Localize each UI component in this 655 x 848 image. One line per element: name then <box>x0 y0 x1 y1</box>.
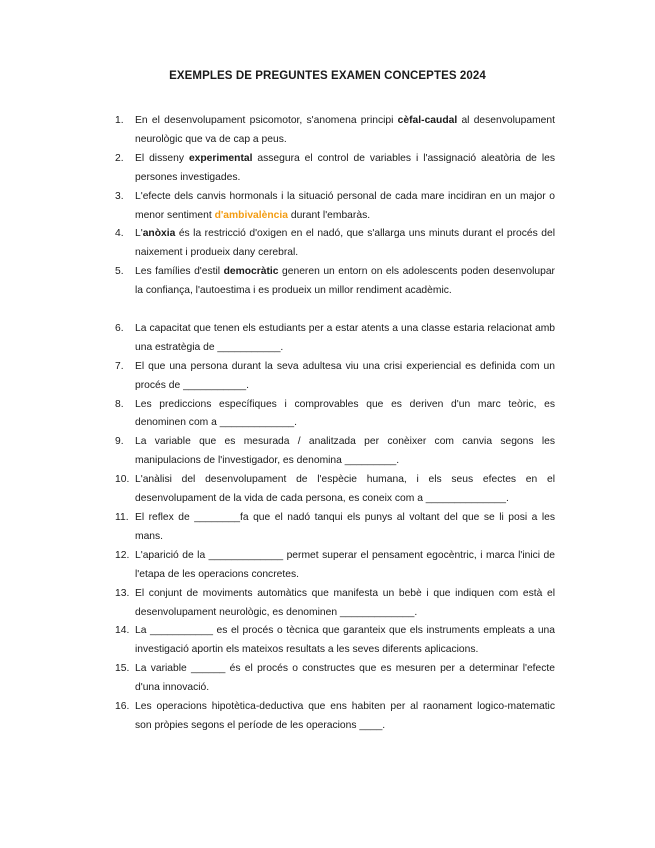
list-item <box>115 509 555 547</box>
item-number: 1. <box>115 115 124 126</box>
item-text: L'anàlisi del desenvolupament de l'espècie humana, i els seus efectes en el desenvolupament de la vida de cada persona, es coneix com a ______________. <box>135 474 555 505</box>
item-number: 4. <box>115 228 124 240</box>
item-number: 6. <box>115 322 124 334</box>
list-item <box>115 150 555 188</box>
list-item <box>115 112 555 150</box>
item-number: 10. <box>115 474 130 486</box>
item-text: L'efecte dels canvis hormonals i la situació personal de cada mare incidiran en un major o menor sentiment <box>135 190 555 221</box>
item-number: 9. <box>115 436 124 448</box>
item-keyword: anòxia <box>142 228 176 240</box>
list-item <box>115 396 555 434</box>
item-number: 12. <box>115 549 130 561</box>
item-text: és la restricció d'oxigen en el nadó, que s'allarga uns minuts durant el procés del naixement i produeix dany cerebral. <box>135 228 555 259</box>
list-item <box>115 433 555 471</box>
item-text: al desenvolupament neurològic que va de cap a peus. <box>135 115 555 145</box>
item-text: En el desenvolupament psicomotor, s'anomena principi <box>135 115 398 126</box>
item-text: L'aparició de la _____________ permet superar el pensament egocèntric, i marca l'inici de l'etapa de les operacions concretes. <box>135 549 555 580</box>
list-item <box>115 225 555 263</box>
item-number: 14. <box>115 625 130 637</box>
list-item <box>115 585 555 623</box>
list-item <box>115 547 555 585</box>
item-text: La capacitat que tenen els estudiants per a estar atents a una classe estaria relacionat amb una estratègia de ___________. <box>135 322 555 353</box>
item-text: Les prediccions específiques i comprovables que es deriven d'un marc teòric, es denominen com a _____________. <box>135 398 555 429</box>
list-item <box>115 660 555 698</box>
item-keyword: experimental <box>188 152 253 164</box>
question-list <box>115 112 555 736</box>
item-text: El reflex de ________fa que el nadó tanqui els punys al voltant del que se li posi a les mans. <box>135 512 555 542</box>
list-item <box>115 188 555 226</box>
item-text: assegura el control de variables i l'assignació aleatòria de les persones investigades. <box>135 152 556 183</box>
item-number: 3. <box>115 190 124 202</box>
item-text: El conjunt de moviments automàtics que manifesta un bebè i que indiquen com està el desenvolupament neurològic, es denominen _____________. <box>135 587 555 618</box>
item-number: 16. <box>115 701 130 713</box>
item-text: La variable que es mesurada / analitzada per conèixer com canvia segons les manipulacions de l'investigador, es denomina _________. <box>135 436 555 467</box>
item-keyword: cèfal-caudal <box>397 115 458 126</box>
item-number: 5. <box>115 266 124 278</box>
item-text: La variable ______ és el procés o constructes que es mesuren per a determinar l'efecte d'una innovació. <box>135 663 555 694</box>
list-item <box>115 622 555 660</box>
item-number: 15. <box>115 663 130 675</box>
list-item <box>115 358 555 396</box>
item-keyword-highlight: d'ambivalència <box>214 209 288 221</box>
item-keyword: democràtic <box>223 266 279 278</box>
document-title: EXEMPLES DE PREGUNTES EXAMEN CONCEPTES 2024 <box>169 70 486 82</box>
item-text: El que una persona durant la seva adultesa viu una crisi experiencial es definida com un procés de ___________. <box>135 360 555 391</box>
item-number: 8. <box>115 398 124 410</box>
item-text: Les famílies d'estil <box>135 266 224 278</box>
item-text: Les operacions hipotètica-deductiva que ens habiten per al raonament logico-matematic son pròpies segons el període de les operacions ____. <box>135 701 555 731</box>
item-text: generen un entorn on els adolescents poden desenvolupar la confiança, l'autoestima i es produeix un millor rendiment acadèmic. <box>135 266 555 297</box>
list-item <box>115 263 555 301</box>
item-number: 11. <box>115 512 129 524</box>
item-text: durant l'embaràs. <box>287 209 371 221</box>
list-item <box>115 320 555 358</box>
item-number: 7. <box>115 360 124 372</box>
item-number: 13. <box>115 587 130 599</box>
item-text: El disseny <box>135 152 189 164</box>
list-item <box>115 471 555 509</box>
item-text: La ___________ es el procés o tècnica que garanteix que els instruments empleats a una investigació aportin els mateixos resultats a les seves diferents aplicacions. <box>135 625 555 656</box>
list-item <box>115 698 555 736</box>
item-number: 2. <box>115 152 124 164</box>
item-text: L' <box>135 228 143 240</box>
